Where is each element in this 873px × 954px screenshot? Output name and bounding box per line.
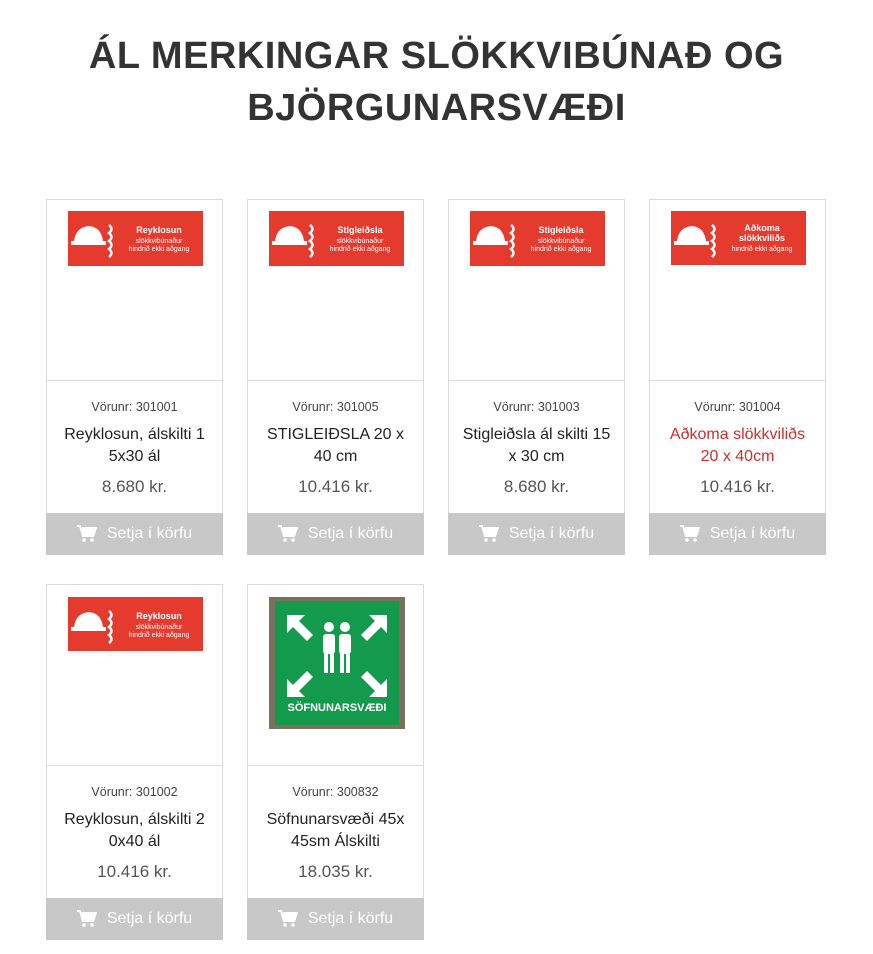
add-to-cart-label: Setja í körfu [106,525,193,542]
product-image [269,597,405,729]
product-price: 8.680 kr. [503,477,570,496]
add-to-cart-button[interactable] [247,898,424,940]
shopping-cart-icon [278,910,298,928]
product-sku: Vörunr: 301001 [91,400,178,414]
sign-subtitle: hindrið ekki aðgang [731,246,793,253]
shopping-cart-icon [479,525,499,543]
sign-subtitle: slökkvibúnaður hindrið ekki aðgang [128,238,190,253]
page-title-line-1: ÁL MERKINGAR SLÖKKVIBÚNAÐ OG [88,35,785,77]
product-image [68,211,203,266]
product-name-link[interactable]: Stigleiðsla ál skilti 15 x 30 cm [462,426,611,465]
product-image-link[interactable] [47,585,222,766]
add-to-cart-button[interactable] [448,513,625,555]
add-to-cart-button[interactable] [247,513,424,555]
product-card [247,199,424,555]
product-image [269,211,404,266]
product-image-link[interactable] [650,200,825,381]
add-to-cart-button[interactable] [649,513,826,555]
product-card [649,199,826,555]
fire-equipment-icon [470,211,520,266]
fire-equipment-icon [671,211,721,266]
product-card [247,584,424,940]
product-image-link[interactable] [449,200,624,381]
shopping-cart-icon [680,525,700,543]
product-image [671,211,806,265]
shopping-cart-icon [77,525,97,543]
fire-equipment-icon [68,211,118,266]
add-to-cart-label: Setja í körfu [307,910,394,927]
add-to-cart-label: Setja í körfu [508,525,595,542]
product-price: 10.416 kr. [700,477,775,496]
sign-title: Stigleiðsla [538,225,584,235]
sign-title: Reyklosun [136,611,182,621]
product-image [68,597,203,651]
fire-equipment-icon [269,211,319,266]
product-image-link[interactable] [248,585,423,766]
sign-subtitle: slökkvibúnaður hindrið ekki aðgang [530,238,592,253]
product-sku: Vörunr: 301005 [292,400,379,414]
product-sku: Vörunr: 301003 [493,400,580,414]
product-sku: Vörunr: 300832 [292,785,379,799]
add-to-cart-label: Setja í körfu [307,525,394,542]
add-to-cart-button[interactable] [46,898,223,940]
product-price: 8.680 kr. [101,477,168,496]
product-price: 18.035 kr. [298,862,373,881]
sign-title: Aðkoma slökkviliðs [738,223,786,243]
product-card [46,199,223,555]
product-price: 10.416 kr. [298,477,373,496]
add-to-cart-button[interactable] [46,513,223,555]
add-to-cart-label: Setja í körfu [709,525,796,542]
sign-title: Reyklosun [136,225,182,235]
product-name-link[interactable]: Söfnunarsvæði 45x 45sm Álskilti [266,811,405,850]
product-image [470,211,605,266]
page-title [0,30,873,134]
sign-title: Stigleiðsla [337,225,383,235]
sign-subtitle: slökkvibúnaður hindrið ekki aðgang [128,624,190,639]
product-card [46,584,223,940]
product-name-link[interactable]: STIGLEIÐSLA 20 x 40 cm [267,426,404,465]
sign-title: SÖFNUNARSVÆÐI [287,702,387,714]
product-sku: Vörunr: 301004 [694,400,781,414]
fire-equipment-icon [68,597,118,652]
product-card [448,199,625,555]
product-name-link[interactable]: Aðkoma slökkviliðs 20 x 40cm [669,426,806,465]
product-sku: Vörunr: 301002 [91,785,178,799]
product-name-link[interactable]: Reyklosun, álskilti 2 0x40 ál [64,811,205,850]
product-image-link[interactable] [248,200,423,381]
product-name-link[interactable]: Reyklosun, álskilti 1 5x30 ál [64,426,205,465]
sign-subtitle: slökkvibúnaður hindrið ekki aðgang [329,238,391,253]
product-price: 10.416 kr. [97,862,172,881]
page-title-line-2: BJÖRGUNARSVÆÐI [247,87,626,129]
add-to-cart-label: Setja í körfu [106,910,193,927]
shopping-cart-icon [278,525,298,543]
product-image-link[interactable] [47,200,222,381]
shopping-cart-icon [77,910,97,928]
